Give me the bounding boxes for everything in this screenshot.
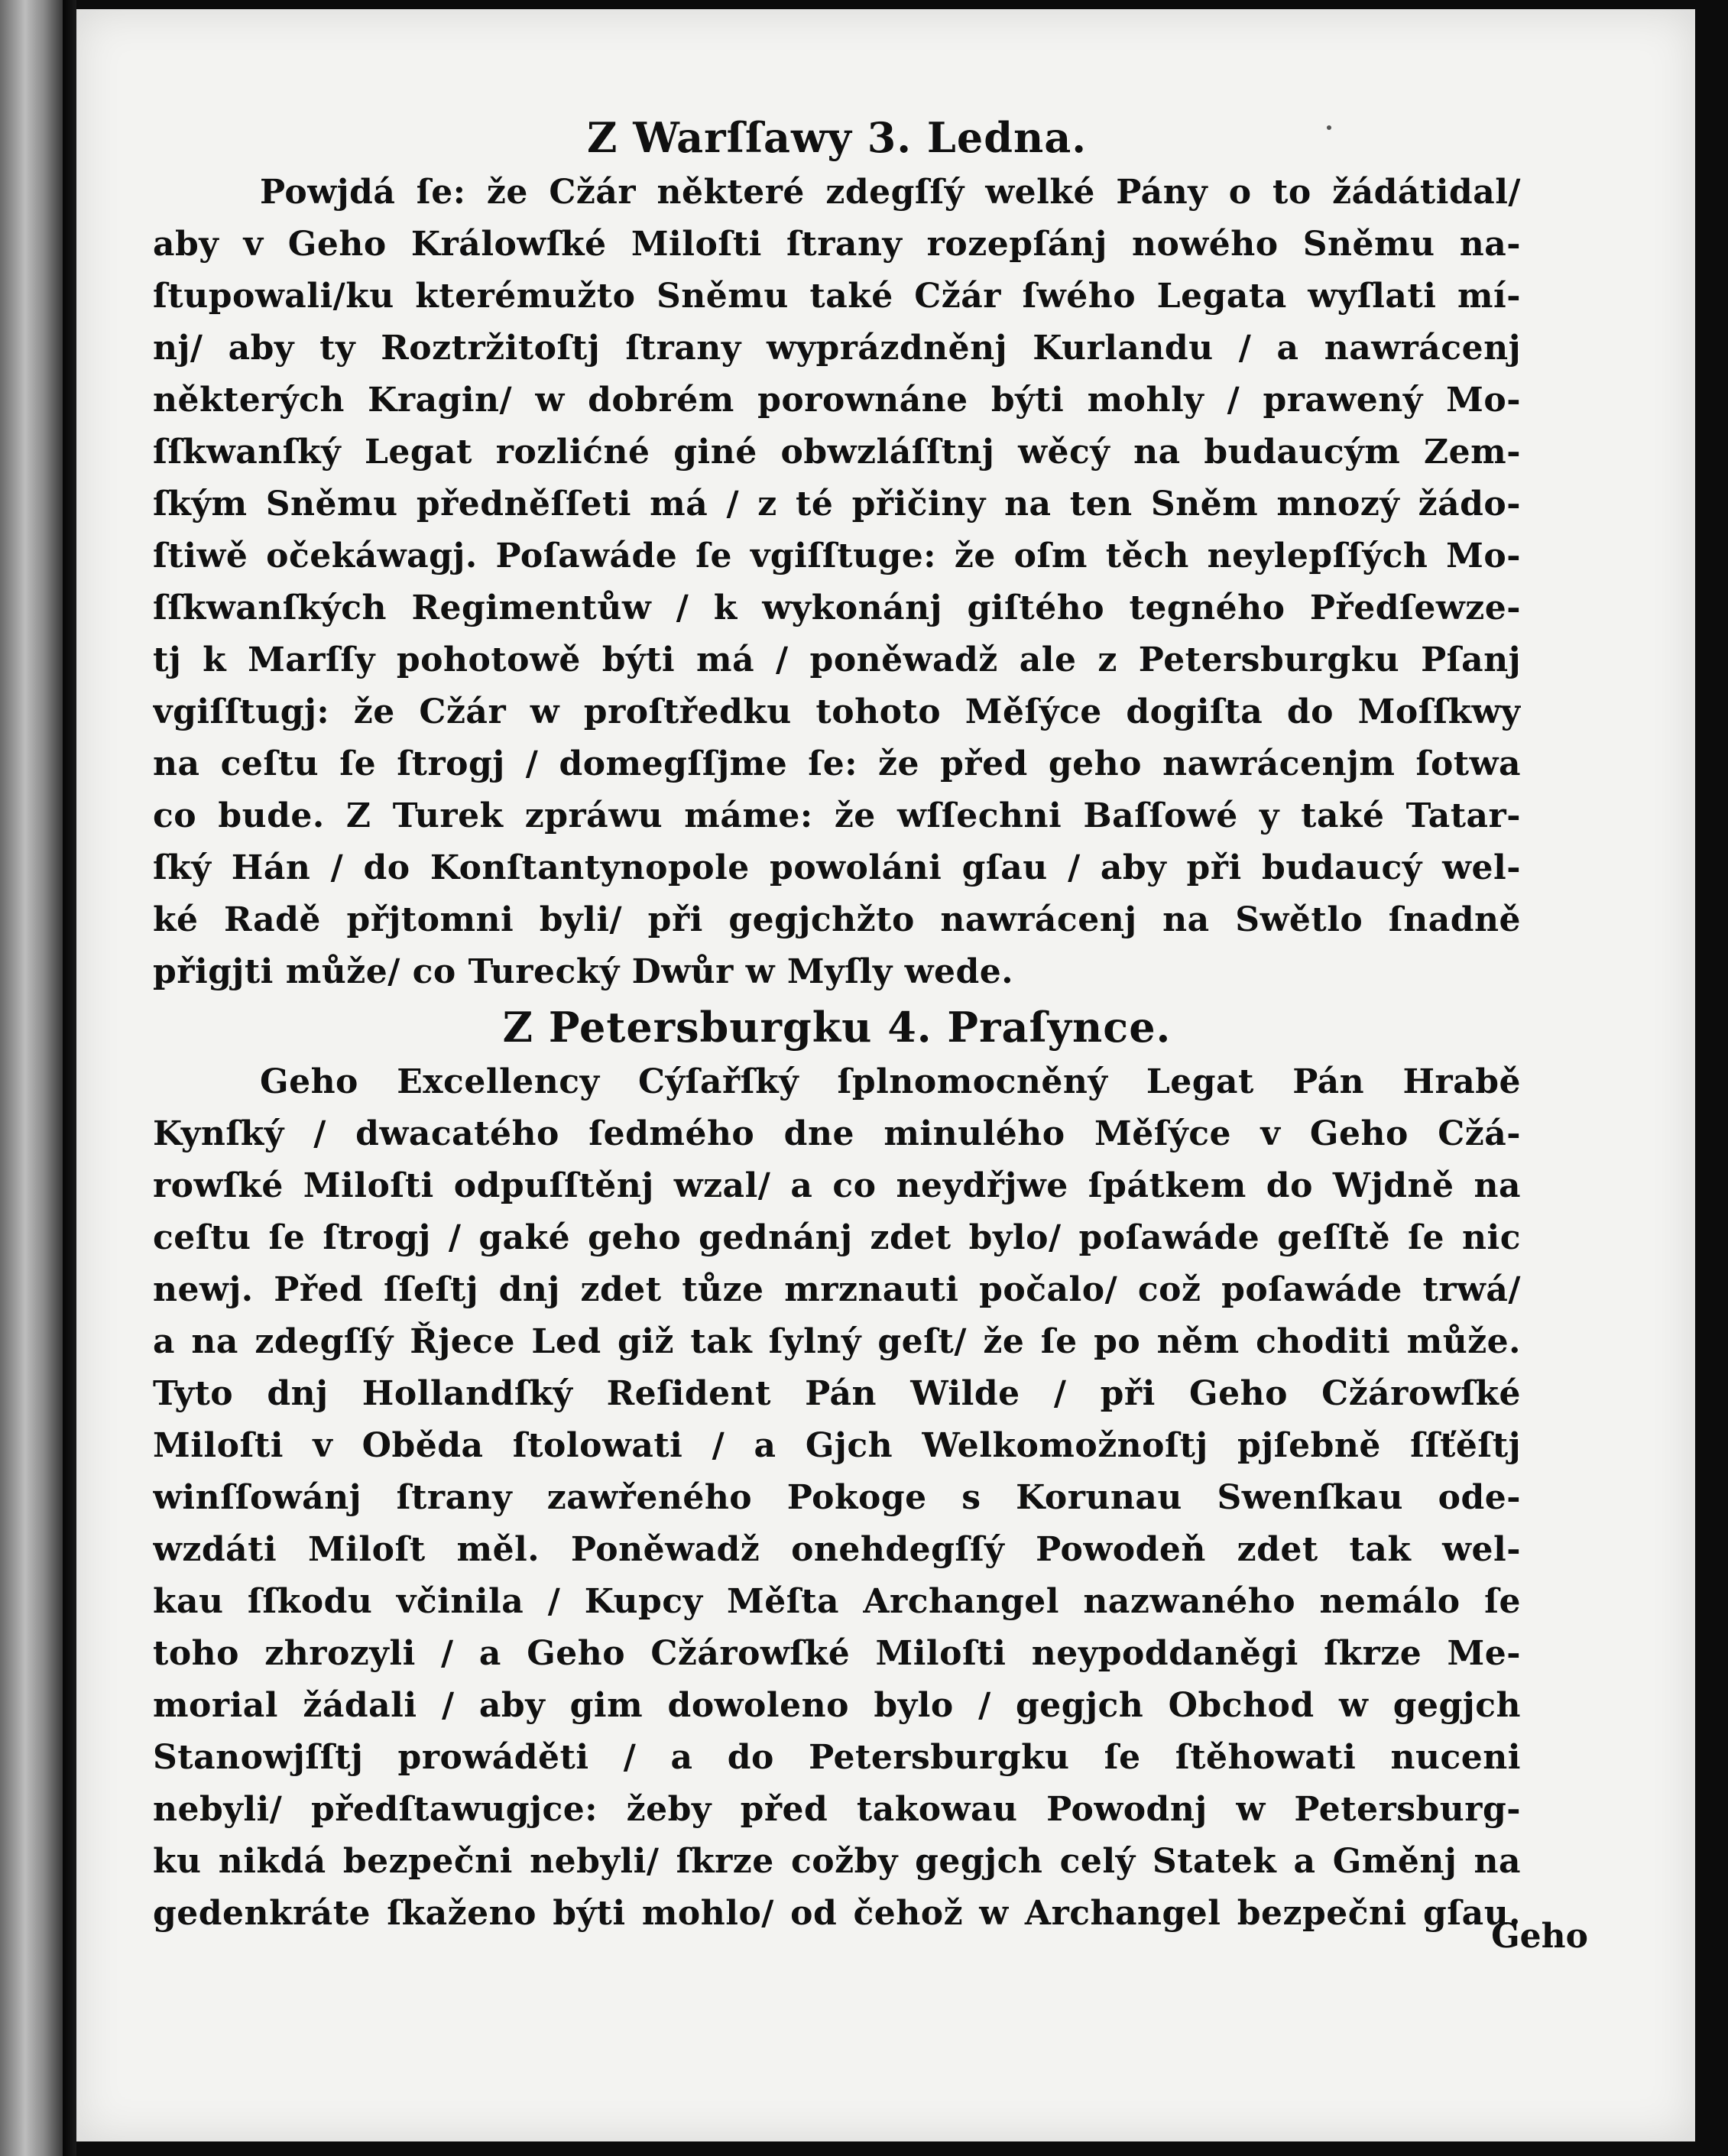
- text-line: a na zdegſſý Řjece Led giž tak ſylný geſt/ že ſe po něm choditi může.: [153, 1322, 1521, 1361]
- text-line: gedenkráte ſkaženo býti mohlo/ od čehož w Archangel bezpečni gſau.: [153, 1894, 1521, 1933]
- text-line: aby v Geho Králowſké Miloſti ſtrany rozepſánj nowého Sněmu na-: [153, 225, 1521, 264]
- text-line: ſkým Sněmu předněſſeti má / z té přičiny na ten Sněm mnozý žádo-: [153, 485, 1521, 524]
- text-line: wzdáti Miloſt měl. Poněwadž onehdegſſý Powodeň zdet tak wel-: [153, 1530, 1521, 1569]
- text-line: rowſké Miloſti odpuſſtěnj wzal/ a co neydřjwe ſpátkem do Wjdně na: [153, 1166, 1521, 1205]
- document-page: [76, 9, 1695, 2141]
- text-line: morial žádali / aby gim dowoleno bylo / gegjch Obchod w gegjch: [153, 1686, 1521, 1725]
- text-line: nebyli/ předſtawugjce: žeby před takowau Powodnj w Petersburg-: [153, 1790, 1521, 1829]
- text-line: nj/ aby ty Roztržitoſtj ſtrany wyprázdněnj Kurlandu / a nawrácenj: [153, 329, 1521, 368]
- text-line: toho zhrozyli / a Geho Cžárowſké Miloſti neypoddaněgi ſkrze Me-: [153, 1634, 1521, 1673]
- text-line: winſſowánj ſtrany zawřeného Pokoge s Korunau Swenſkau ode-: [153, 1478, 1521, 1517]
- section-body-warsaw: [153, 167, 1521, 998]
- section-heading-petersburg: Z Petersburgku 4. Praſynce.: [502, 1003, 1172, 1052]
- catchword: Geho: [1491, 1917, 1588, 1956]
- text-line: ſſkwanſkých Regimentůw / k wykonánj giſtého tegného Předſewze-: [153, 588, 1521, 627]
- gutter-shadow: [63, 0, 76, 2156]
- text-line: tj k Marſſy pohotowě býti má / poněwadž ale z Petersburgku Pſanj: [153, 640, 1521, 679]
- text-line: na ceſtu ſe ſtrogj / domegſſjme ſe: že před geho nawrácenjm ſotwa: [153, 744, 1521, 783]
- section-body-petersburg: [153, 1056, 1521, 1940]
- text-line: newj. Před ſſeſtj dnj zdet tůze mrznauti počalo/ což poſawáde trwá/: [153, 1270, 1521, 1309]
- text-line: Tyto dnj Hollandſký Reſident Pán Wilde / při Geho Cžárowſké: [153, 1374, 1521, 1413]
- right-shadow: [1695, 0, 1728, 2156]
- text-line: přigjti může/ co Turecký Dwůr w Myſly wede.: [153, 952, 1014, 991]
- text-line: ſtiwě očekáwagj. Poſawáde ſe vgiſſtuge: že oſm těch neylepſſých Mo-: [153, 537, 1521, 575]
- left-page-edge: [0, 0, 63, 2156]
- text-line: ku nikdá bezpečni nebyli/ ſkrze cožby gegjch celý Statek a Gměnj na: [153, 1842, 1521, 1881]
- text-line: vgiſſtugj: že Cžár w proſtředku tohoto Měſýce dogiſta do Moſſkwy: [153, 692, 1521, 731]
- text-line: Geho Excellency Cýſařſký ſplnomocněný Legat Pán Hrabě: [260, 1062, 1521, 1101]
- text-line: Miloſti v Oběda ſtolowati / a Gjch Welkomožnoſtj pjſebně ſſťěſtj: [153, 1426, 1521, 1465]
- text-line: ſký Hán / do Konſtantynopole powoláni gſau / aby při budaucý wel-: [153, 848, 1521, 887]
- section-heading-warsaw: Z Warſſawy 3. Ledna.: [586, 113, 1088, 162]
- text-line: Kynſký / dwacatého ſedmého dne minulého Měſýce v Geho Cžá-: [153, 1114, 1521, 1153]
- text-line: ceſtu ſe ſtrogj / gaké geho gednánj zdet bylo/ poſawáde geſſtě ſe nic: [153, 1218, 1521, 1257]
- text-line: ſtupowali/ku kterémužto Sněmu také Cžár ſwého Legata wyſlati mí-: [153, 277, 1521, 316]
- text-line: ké Radě přjtomni byli/ při gegjchžto nawrácenj na Swětlo ſnadně: [153, 900, 1521, 939]
- text-line: některých Kragin/ w dobrém porownáne býti mohly / prawený Mo-: [153, 381, 1521, 420]
- text-line: kau ſſkodu včinila / Kupcy Měſta Archangel nazwaného nemálo ſe: [153, 1582, 1521, 1621]
- text-line: co bude. Z Turek zpráwu máme: že wſſechni Baſſowé y také Tatar-: [153, 796, 1521, 835]
- text-line: Powjdá ſe: že Cžár některé zdegſſý welké Pány o to žádátidal/: [260, 173, 1521, 212]
- text-line: Stanowjſſtj prowáděti / a do Petersburgku ſe ſtěhowati nuceni: [153, 1738, 1521, 1777]
- text-line: ſſkwanſký Legat rozlićné giné obwzláſſtnj wěcý na budaucým Zem-: [153, 433, 1521, 472]
- text-block: [153, 109, 1521, 1940]
